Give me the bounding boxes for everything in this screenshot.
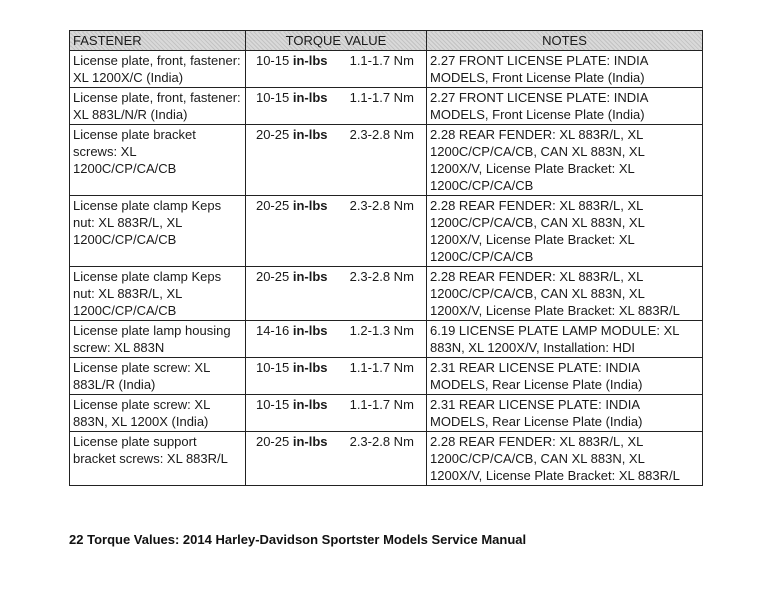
page-footer bbox=[69, 532, 526, 547]
torque-inlbs-cell bbox=[246, 88, 338, 125]
torque-inlbs-value: 10-15 bbox=[255, 397, 290, 412]
torque-inlbs-value: 10-15 bbox=[255, 360, 290, 375]
fastener-cell: License plate screw: XL 883L/R (India) bbox=[70, 358, 246, 395]
fastener-cell: License plate lamp housing screw: XL 883N bbox=[70, 321, 246, 358]
torque-inlbs-value: 20-25 bbox=[255, 198, 290, 213]
table-row bbox=[70, 321, 703, 358]
torque-nm-cell: 1.1-1.7 Nm bbox=[338, 51, 427, 88]
table-row bbox=[70, 358, 703, 395]
header-notes: NOTES bbox=[427, 31, 703, 51]
torque-unit: in-lbs bbox=[292, 323, 328, 338]
table-row bbox=[70, 88, 703, 125]
table-row bbox=[70, 125, 703, 196]
table-row bbox=[70, 395, 703, 432]
torque-inlbs-cell bbox=[246, 51, 338, 88]
torque-inlbs-value: 20-25 bbox=[255, 269, 290, 284]
torque-unit: in-lbs bbox=[292, 127, 328, 142]
notes-cell: 6.19 LICENSE PLATE LAMP MODULE: XL 883N, XL 1200X/V, Installation: HDI bbox=[427, 321, 703, 358]
notes-cell: 2.31 REAR LICENSE PLATE: INDIA MODELS, Rear License Plate (India) bbox=[427, 358, 703, 395]
table-header-row bbox=[70, 31, 703, 51]
torque-nm-cell: 2.3-2.8 Nm bbox=[338, 267, 427, 321]
torque-unit: in-lbs bbox=[292, 269, 328, 284]
torque-values-table bbox=[69, 30, 703, 486]
torque-inlbs-value: 20-25 bbox=[255, 434, 290, 449]
torque-nm-cell: 1.1-1.7 Nm bbox=[338, 358, 427, 395]
page-number: 22 bbox=[69, 532, 84, 547]
fastener-cell: License plate bracket screws: XL 1200C/CP/CA/CB bbox=[70, 125, 246, 196]
table-row bbox=[70, 51, 703, 88]
notes-cell: 2.28 REAR FENDER: XL 883R/L, XL 1200C/CP/CA/CB, CAN XL 883N, XL 1200X/V, License Plate Bracket: XL 1200C/CP/CA/CB bbox=[427, 196, 703, 267]
fastener-cell: License plate clamp Keps nut: XL 883R/L, XL 1200C/CP/CA/CB bbox=[70, 267, 246, 321]
table-row bbox=[70, 432, 703, 486]
torque-unit: in-lbs bbox=[292, 198, 328, 213]
notes-cell: 2.28 REAR FENDER: XL 883R/L, XL 1200C/CP/CA/CB, CAN XL 883N, XL 1200X/V, License Plate Bracket: XL 883R/L bbox=[427, 267, 703, 321]
torque-nm-cell: 1.2-1.3 Nm bbox=[338, 321, 427, 358]
fastener-cell: License plate clamp Keps nut: XL 883R/L, XL 1200C/CP/CA/CB bbox=[70, 196, 246, 267]
torque-inlbs-value: 10-15 bbox=[255, 53, 290, 68]
torque-nm-cell: 2.3-2.8 Nm bbox=[338, 432, 427, 486]
fastener-cell: License plate support bracket screws: XL 883R/L bbox=[70, 432, 246, 486]
table-row bbox=[70, 267, 703, 321]
torque-nm-cell: 2.3-2.8 Nm bbox=[338, 125, 427, 196]
notes-cell: 2.27 FRONT LICENSE PLATE: INDIA MODELS, Front License Plate (India) bbox=[427, 51, 703, 88]
notes-cell: 2.27 FRONT LICENSE PLATE: INDIA MODELS, Front License Plate (India) bbox=[427, 88, 703, 125]
torque-nm-cell: 2.3-2.8 Nm bbox=[338, 196, 427, 267]
torque-inlbs-cell bbox=[246, 125, 338, 196]
table-body bbox=[70, 51, 703, 486]
fastener-cell: License plate, front, fastener: XL 883L/N/R (India) bbox=[70, 88, 246, 125]
torque-unit: in-lbs bbox=[292, 360, 328, 375]
footer-title: Torque Values: 2014 Harley-Davidson Sportster Models Service Manual bbox=[87, 532, 527, 547]
fastener-cell: License plate, front, fastener: XL 1200X/C (India) bbox=[70, 51, 246, 88]
torque-inlbs-cell bbox=[246, 267, 338, 321]
torque-unit: in-lbs bbox=[292, 397, 328, 412]
torque-inlbs-cell bbox=[246, 196, 338, 267]
torque-nm-cell: 1.1-1.7 Nm bbox=[338, 88, 427, 125]
notes-cell: 2.28 REAR FENDER: XL 883R/L, XL 1200C/CP/CA/CB, CAN XL 883N, XL 1200X/V, License Plate Bracket: XL 1200C/CP/CA/CB bbox=[427, 125, 703, 196]
header-fastener: FASTENER bbox=[70, 31, 246, 51]
torque-unit: in-lbs bbox=[292, 53, 328, 68]
torque-inlbs-cell bbox=[246, 432, 338, 486]
table-row bbox=[70, 196, 703, 267]
notes-cell: 2.31 REAR LICENSE PLATE: INDIA MODELS, Rear License Plate (India) bbox=[427, 395, 703, 432]
torque-inlbs-cell bbox=[246, 321, 338, 358]
torque-inlbs-value: 14-16 bbox=[255, 323, 290, 338]
torque-inlbs-value: 10-15 bbox=[255, 90, 290, 105]
torque-inlbs-cell bbox=[246, 358, 338, 395]
header-torque-value: TORQUE VALUE bbox=[246, 31, 427, 51]
torque-inlbs-value: 20-25 bbox=[255, 127, 290, 142]
notes-cell: 2.28 REAR FENDER: XL 883R/L, XL 1200C/CP/CA/CB, CAN XL 883N, XL 1200X/V, License Plate Bracket: XL 883R/L bbox=[427, 432, 703, 486]
torque-unit: in-lbs bbox=[292, 90, 328, 105]
torque-inlbs-cell bbox=[246, 395, 338, 432]
torque-unit: in-lbs bbox=[292, 434, 328, 449]
fastener-cell: License plate screw: XL 883N, XL 1200X (India) bbox=[70, 395, 246, 432]
torque-nm-cell: 1.1-1.7 Nm bbox=[338, 395, 427, 432]
